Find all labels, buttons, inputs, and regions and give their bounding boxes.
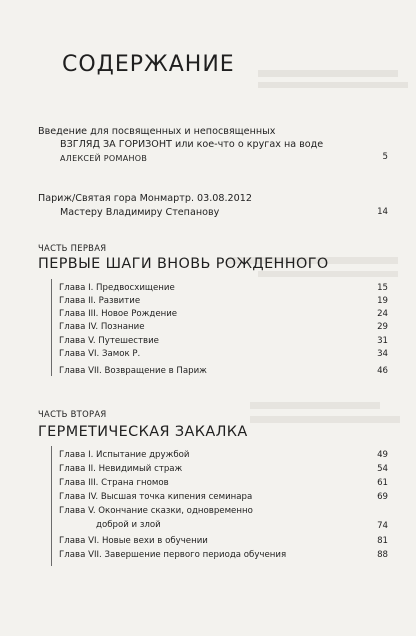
paris-page-number: 14 xyxy=(377,207,388,217)
part2-chapter-title: Глава V. Окончание сказки, одновременно xyxy=(59,506,253,516)
part2-chapter-page: 54 xyxy=(377,464,388,474)
intro-author: АЛЕКСЕЙ РОМАНОВ xyxy=(60,154,148,163)
part1-chapter-page: 24 xyxy=(377,309,388,319)
part2-chapter-page: 88 xyxy=(377,550,388,560)
part1-chapter-title: Глава I. Предвосхищение xyxy=(59,283,175,293)
part1-chapter-page: 15 xyxy=(377,283,388,293)
part1-chapter-title: Глава II. Развитие xyxy=(59,296,141,306)
part2-chapter-page: 49 xyxy=(377,450,388,460)
part1-chapter-page: 31 xyxy=(377,336,388,346)
part2-chapter-title: Глава IV. Высшая точка кипения семинара xyxy=(59,492,253,502)
part1-chapter-title: Глава VII. Возвращение в Париж xyxy=(59,366,207,376)
part2-chapter-title: Глава II. Невидимый страж xyxy=(59,464,183,474)
part2-label: ЧАСТЬ ВТОРАЯ xyxy=(38,409,107,419)
part1-vertical-rule xyxy=(51,279,52,376)
part2-chapter-title: Глава VII. Завершение первого периода обучения xyxy=(59,550,287,560)
bleed-through-mark xyxy=(258,66,408,102)
part2-chapter-page: 74 xyxy=(377,521,388,531)
part2-chapter-title: Глава VI. Новые вехи в обучении xyxy=(59,536,208,546)
intro-line-1: Введение для посвященных и непосвященных xyxy=(38,126,276,137)
paris-line-2: Мастеру Владимиру Степанову xyxy=(60,207,220,218)
bleed-through-mark xyxy=(250,398,400,432)
part2-chapter-page: 61 xyxy=(377,478,388,488)
page-title: СОДЕРЖАНИЕ xyxy=(62,52,235,77)
part1-chapter-title: Глава VI. Замок Р. xyxy=(59,349,141,359)
part2-vertical-rule xyxy=(51,446,52,566)
part2-chapter-title-continuation: доброй и злой xyxy=(96,520,161,530)
part2-chapter-title: Глава III. Страна гномов xyxy=(59,478,169,488)
part1-title: ПЕРВЫЕ ШАГИ ВНОВЬ РОЖДЕННОГО xyxy=(38,256,329,272)
part1-chapter-title: Глава IV. Познание xyxy=(59,322,145,332)
part1-chapter-page: 34 xyxy=(377,349,388,359)
part1-label: ЧАСТЬ ПЕРВАЯ xyxy=(38,243,107,253)
intro-page-number: 5 xyxy=(382,152,388,162)
part1-chapter-page: 29 xyxy=(377,322,388,332)
part2-title: ГЕРМЕТИЧЕСКАЯ ЗАКАЛКА xyxy=(38,424,248,440)
part1-chapter-title: Глава III. Новое Рождение xyxy=(59,309,178,319)
part1-chapter-page: 19 xyxy=(377,296,388,306)
part2-chapter-title: Глава I. Испытание дружбой xyxy=(59,450,190,460)
part2-chapter-page: 81 xyxy=(377,536,388,546)
paris-line-1: Париж/Святая гора Монмартр. 03.08.2012 xyxy=(38,193,252,204)
intro-line-2: ВЗГЛЯД ЗА ГОРИЗОНТ или кое-что о кругах на воде xyxy=(60,139,324,150)
part1-chapter-page: 46 xyxy=(377,366,388,376)
part2-chapter-page: 69 xyxy=(377,492,388,502)
part1-chapter-title: Глава V. Путешествие xyxy=(59,336,159,346)
